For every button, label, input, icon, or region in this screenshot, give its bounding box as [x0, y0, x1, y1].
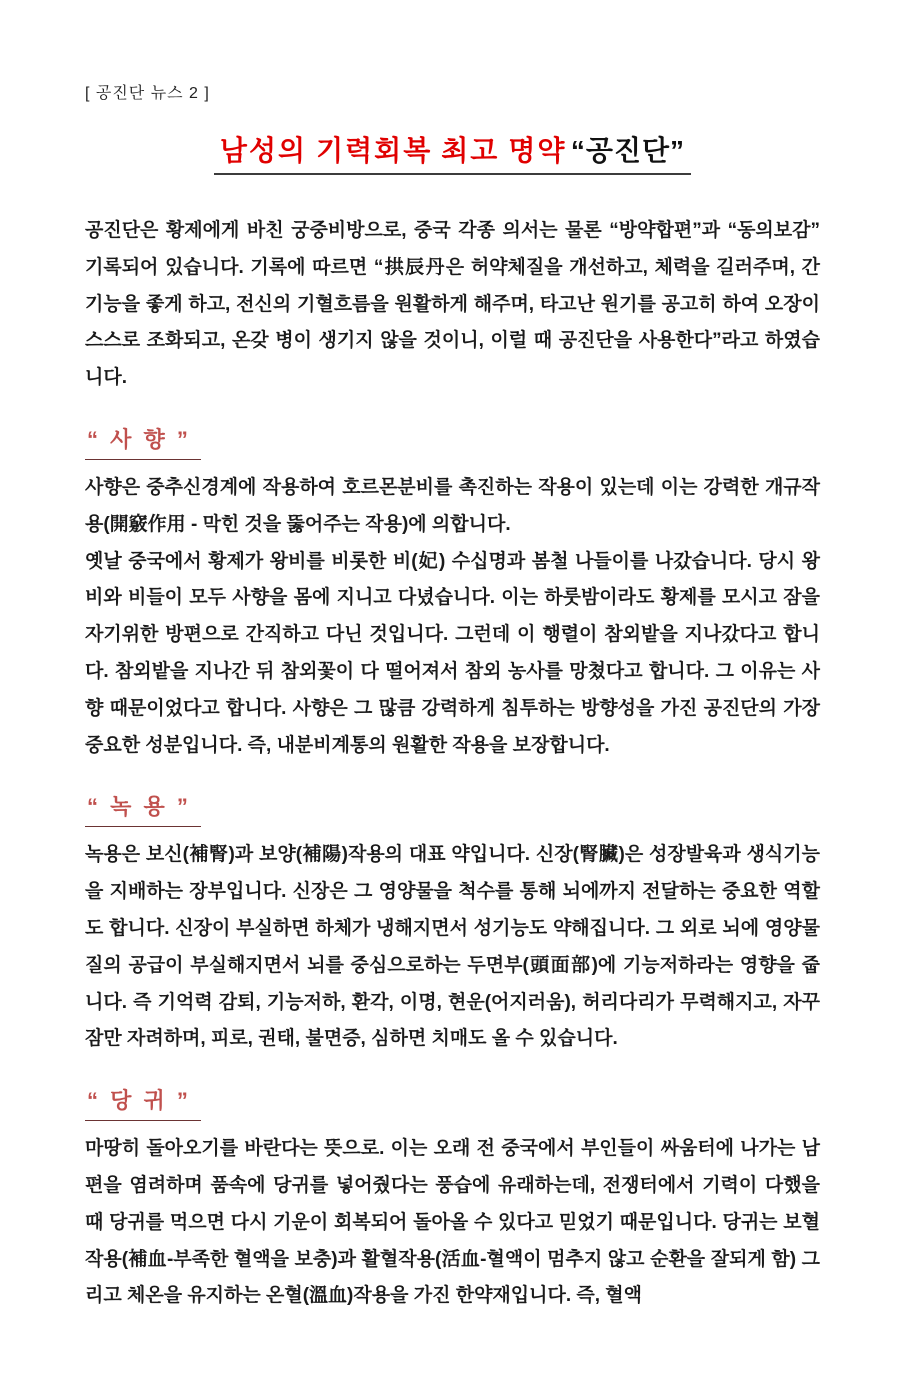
section-heading-label: “ 녹 용 ”	[85, 790, 201, 827]
sahyang-paragraph-2: 옛날 중국에서 황제가 왕비를 비롯한 비(妃) 수십명과 봄철 나들이를 나갔습니다. 당시 왕비와 비들이 모두 사향을 몸에 지니고 다녔습니다. 이는 하룻밤이라도 황제를 모시고 잠을 자기위한 방편으로 간직하고 다닌 것입니다. 그런데 이 행렬이 참외밭을 지나갔다고 합니다. 참외밭을 지나간 뒤 참외꽃이 다 떨어져서 참외 농사를 망쳤다고 합니다. 그 이유는 사향 때문이었다고 합니다. 사향은 그 많큼 강력하게 침투하는 방향성을 가진 공진단의 가장 중요한 성분입니다. 즉, 내분비계통의 원활한 작용을 보장합니다.	[85, 550, 820, 756]
danggwi-paragraph: 마땅히 돌아오기를 바란다는 뜻으로. 이는 오래 전 중국에서 부인들이 싸움터에 나가는 남편을 염려하며 품속에 당귀를 넣어줬다는 풍습에 유래하는데, 전쟁터에서 기력이 다했을 때 당귀를 먹으면 다시 기운이 회복되어 돌아올 수 있다고 믿었기 때문입니다. 당귀는 보혈작용(補血-부족한 혈액을 보충)과 활혈작용(活血-혈액이 멈추지 않고 순환을 잘되게 함) 그리고 체온을 유지하는 온혈(溫血)작용을 가진 한약재입니다. 즉, 혈액	[85, 1138, 820, 1307]
title-underline	[214, 129, 691, 175]
title-black-text: “공진단”	[570, 135, 686, 166]
section-heading-label: “ 당 귀 ”	[85, 1084, 201, 1121]
document-body	[85, 213, 820, 1315]
section-heading-label: “ 사 향 ”	[85, 423, 201, 460]
title-red-text: 남성의 기력회복 최고 명약	[219, 136, 567, 167]
section-heading-nokyong	[85, 790, 820, 827]
document-title	[85, 129, 820, 175]
intro-paragraph: 공진단은 황제에게 바친 궁중비방으로, 중국 각종 의서는 물론 “방약합편”과 “동의보감” 기록되어 있습니다. 기록에 따르면 “拱辰丹은 허약체질을 개선하고, 체력을 길러주며, 간 기능을 좋게 하고, 전신의 기혈흐름을 원활하게 해주며, 타고난 원기를 공고히 하여 오장이 스스로 조화되고, 온갖 병이 생기지 않을 것이니, 이럴 때 공진단을 사용한다”라고 하였습니다.	[85, 220, 820, 389]
nokyong-paragraph: 녹용은 보신(補腎)과 보양(補陽)작용의 대표 약입니다. 신장(腎臟)은 성장발육과 생식기능을 지배하는 장부입니다. 신장은 그 영양물을 척수를 통해 뇌에까지 전달하는 중요한 역할도 합니다. 신장이 부실하면 하체가 냉해지면서 성기능도 약해집니다. 그 외로 뇌에 영양물질의 공급이 부실해지면서 뇌를 중심으로하는 두면부(頭面部)에 기능저하라는 영향을 줍니다. 즉 기억력 감퇴, 기능저하, 환각, 이명, 현운(어지러움), 허리다리가 무력해지고, 자꾸 잠만 자려하며, 피로, 권태, 불면증, 심하면 치매도 올 수 있습니다.	[85, 844, 820, 1050]
section-heading-danggwi	[85, 1084, 820, 1121]
document-tag: [ 공진단 뉴스 2 ]	[85, 85, 210, 102]
sahyang-paragraph-1: 사향은 중추신경계에 작용하여 호르몬분비를 촉진하는 작용이 있는데 이는 강력한 개규작용(開竅作用 - 막힌 것을 뚫어주는 작용)에 의합니다.	[85, 476, 820, 535]
section-heading-sahyang	[85, 423, 820, 460]
